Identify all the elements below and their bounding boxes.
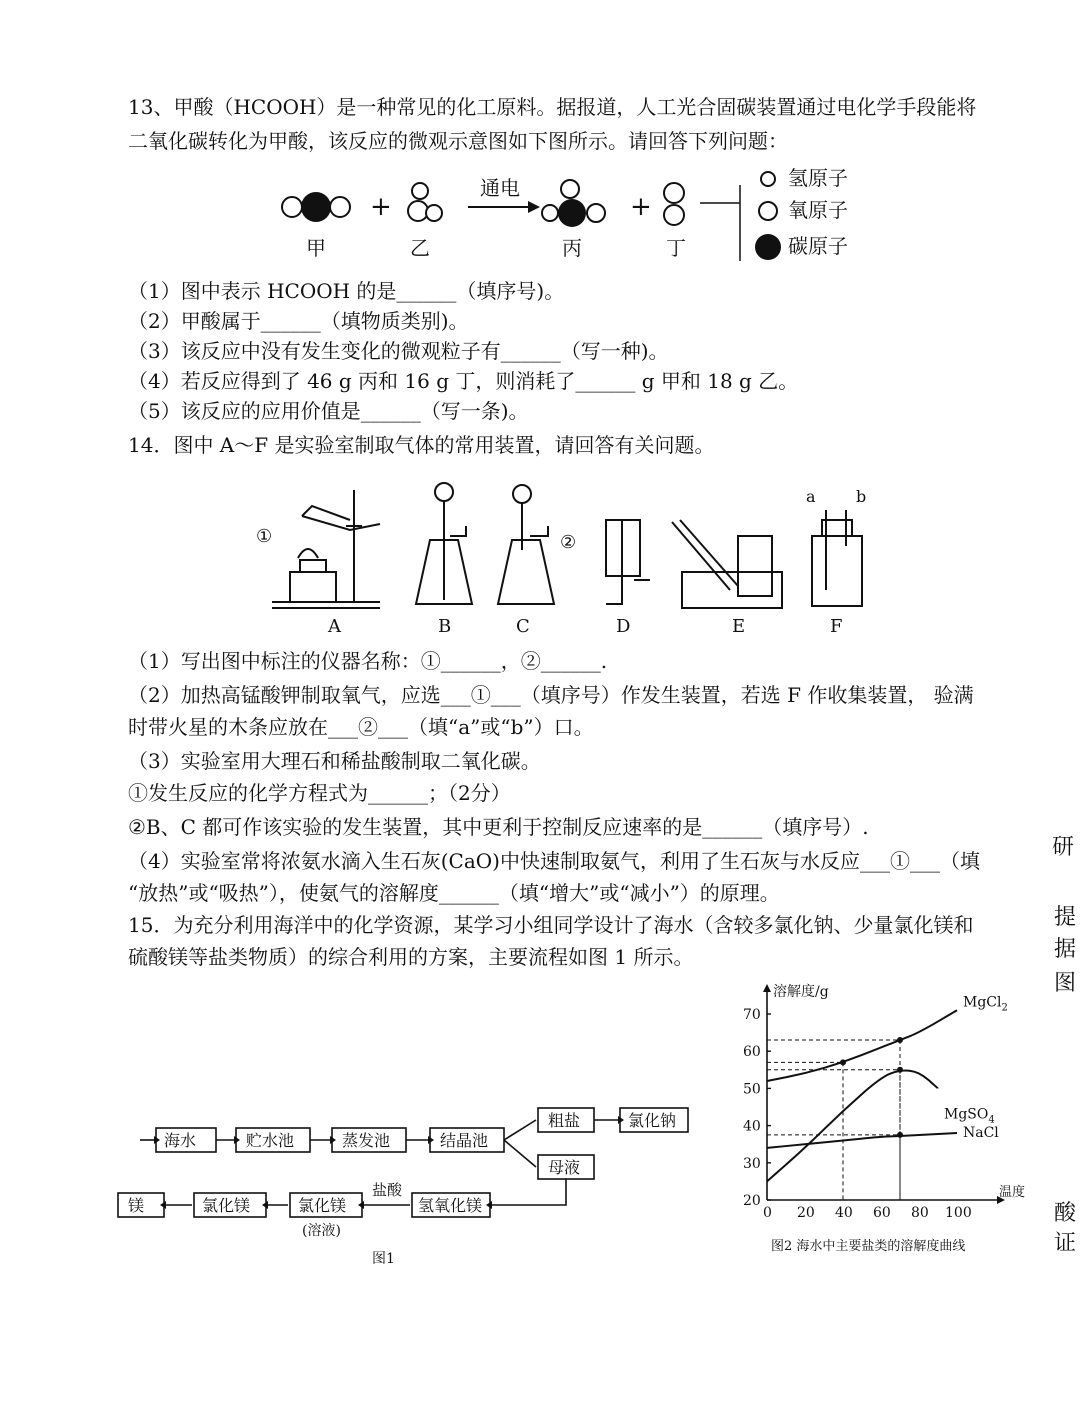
flow-nacl: 氯化钠 — [628, 1111, 677, 1130]
q14-part3b: ②B、C 都可作该实验的发生装置，其中更利于控制反应速率的是______（填序号）. — [128, 815, 869, 839]
x-tick-label: 60 — [873, 1205, 891, 1221]
reaction-diagram — [270, 165, 870, 265]
apparatus-figure — [250, 480, 900, 640]
flow-mgoh2: 氢氧化镁 — [418, 1196, 483, 1215]
svg-text:+: + — [630, 192, 652, 222]
arrow-label: 通电 — [480, 176, 520, 200]
x-tick-label: 20 — [797, 1205, 815, 1221]
label-ding: 丁 — [666, 236, 686, 260]
q13-stem-line2: 二氧化碳转化为甲酸，该反应的微观示意图如下图所示。请回答下列问题： — [128, 129, 788, 153]
series-line-MgSO4 — [767, 1071, 938, 1182]
chart-ylabel: 溶解度/g — [773, 984, 829, 1000]
q13-part2: （2）甲酸属于______（填物质类别)。 — [128, 309, 469, 333]
solubility-chart — [735, 978, 1035, 1260]
q14-part1: （1）写出图中标注的仪器名称：①______，②______. — [128, 649, 608, 673]
q13-part3: （3）该反应中没有发生变化的微观粒子有______（写一种)。 — [128, 339, 669, 363]
legend-carbon: 碳原子 — [788, 234, 848, 258]
q13-part4: （4）若反应得到了 46 g 丙和 16 g 丁，则消耗了______ g 甲和 18 g 乙。 — [128, 369, 799, 393]
q14-stem: 14．图中 A～F 是实验室制取气体的常用装置，请回答有关问题。 — [128, 433, 715, 457]
q13-stem-line1: 13、甲酸（HCOOH）是一种常见的化工原料。据报道，人工光合固碳装置通过电化学手段能将 — [128, 95, 977, 119]
molecule-jia — [282, 192, 350, 222]
legend — [755, 166, 848, 260]
x-tick-label: 80 — [911, 1205, 929, 1221]
flow-mg: 镁 — [128, 1196, 145, 1215]
flow-evaporation: 蒸发池 — [342, 1131, 391, 1150]
x-tick-label: 0 — [763, 1205, 772, 1221]
flow-crystallization: 结晶池 — [440, 1131, 489, 1150]
y-tick-label: 60 — [743, 1044, 761, 1061]
edge-fragment-4: 图 — [1053, 971, 1076, 996]
q13-part5: （5）该反应的应用价值是______（写一条)。 — [128, 399, 529, 423]
label-A: A — [328, 616, 341, 637]
molecule-bing — [542, 180, 605, 227]
edge-fragment-2: 提 — [1053, 905, 1076, 930]
flow-diagram — [110, 1095, 710, 1275]
edge-fragment-3: 据 — [1053, 937, 1076, 962]
label-F: F — [830, 616, 843, 637]
label-bing: 丙 — [562, 236, 582, 260]
series-label-NaCl: NaCl — [963, 1125, 999, 1142]
label-C: C — [516, 616, 530, 637]
y-tick-label: 30 — [743, 1155, 761, 1172]
q14-part2b: 时带火星的木条应放在___②___（填“a”或“b”）口。 — [128, 715, 594, 739]
label-D: D — [616, 616, 631, 637]
x-tick-label: 100 — [945, 1205, 972, 1221]
flow-seawater: 海水 — [164, 1131, 197, 1150]
chart-title: 图2 海水中主要盐类的溶解度曲线 — [771, 1239, 966, 1254]
flow-reservoir: 贮水池 — [246, 1131, 295, 1150]
apparatus-b — [416, 483, 472, 604]
y-tick-label: 50 — [743, 1081, 761, 1098]
y-tick-label: 20 — [743, 1193, 761, 1209]
port-a: a — [806, 487, 816, 506]
q14-part4a: （4）实验室常将浓氨水滴入生石灰(CaO)中快速制取氨气，利用了生石灰与水反应___①___（填 — [128, 849, 980, 873]
edge-fragment-6: 证 — [1053, 1231, 1076, 1256]
flow-caption: 图1 — [372, 1251, 395, 1267]
flow-solution-note: (溶液) — [302, 1223, 341, 1239]
molecule-yi — [408, 183, 442, 221]
q15-stem-line1: 15．为充分利用海洋中的化学资源，某学习小组同学设计了海水（含较多氯化钠、少量氯化镁和 — [128, 913, 974, 937]
q14-part2a: （2）加热高锰酸钾制取氧气，应选___①___（填序号）作发生装置，若选 F 作收集装置， 验满 — [128, 683, 974, 707]
q15-stem-line2: 硫酸镁等盐类物质）的综合利用的方案，主要流程如图 1 所示。 — [128, 945, 694, 969]
molecule-ding — [664, 183, 684, 225]
q13-part1: （1）图中表示 HCOOH 的是______（填序号)。 — [128, 279, 565, 303]
mark-2: ② — [560, 532, 577, 553]
edge-fragment-1: 研 — [1051, 835, 1074, 860]
legend-oxygen: 氧原子 — [788, 198, 848, 222]
apparatus-e — [672, 520, 782, 608]
y-tick-label: 70 — [743, 1007, 761, 1023]
flow-mgcl2-solution: 氯化镁 — [298, 1196, 347, 1215]
chart-xlabel: 温度 — [999, 1185, 1026, 1200]
apparatus-a — [272, 490, 380, 608]
label-jia: 甲 — [306, 236, 326, 260]
apparatus-f — [812, 510, 862, 606]
flow-mother-liquor: 母液 — [548, 1158, 581, 1177]
series-label-MgCl2: MgCl$_2$ — [963, 994, 1008, 1014]
apparatus-c — [498, 485, 554, 604]
series-label-MgSO4: MgSO$_4$ — [944, 1106, 995, 1126]
flow-mgcl2: 氯化镁 — [202, 1196, 251, 1215]
label-E: E — [732, 616, 746, 637]
x-tick-label: 40 — [835, 1205, 853, 1221]
mark-1: ① — [256, 526, 273, 547]
y-tick-label: 40 — [743, 1118, 761, 1135]
flow-crude-salt: 粗盐 — [548, 1111, 581, 1130]
svg-text:+: + — [370, 192, 392, 222]
edge-fragment-5: 酸 — [1053, 1201, 1076, 1226]
series-line-MgCl2 — [767, 1010, 957, 1081]
q14-part3: （3）实验室用大理石和稀盐酸制取二氧化碳。 — [128, 749, 541, 773]
flow-acid-label: 盐酸 — [372, 1181, 403, 1199]
q14-part4b: “放热”或“吸热”），使氨气的溶解度______（填“增大”或“减小”）的原理。 — [128, 881, 780, 905]
apparatus-d — [606, 520, 650, 604]
legend-hydrogen: 氢原子 — [788, 166, 848, 190]
port-b: b — [856, 487, 867, 506]
label-yi: 乙 — [410, 236, 430, 260]
q14-part3a: ①发生反应的化学方程式为______；（2分） — [128, 781, 511, 805]
label-B: B — [438, 616, 452, 637]
